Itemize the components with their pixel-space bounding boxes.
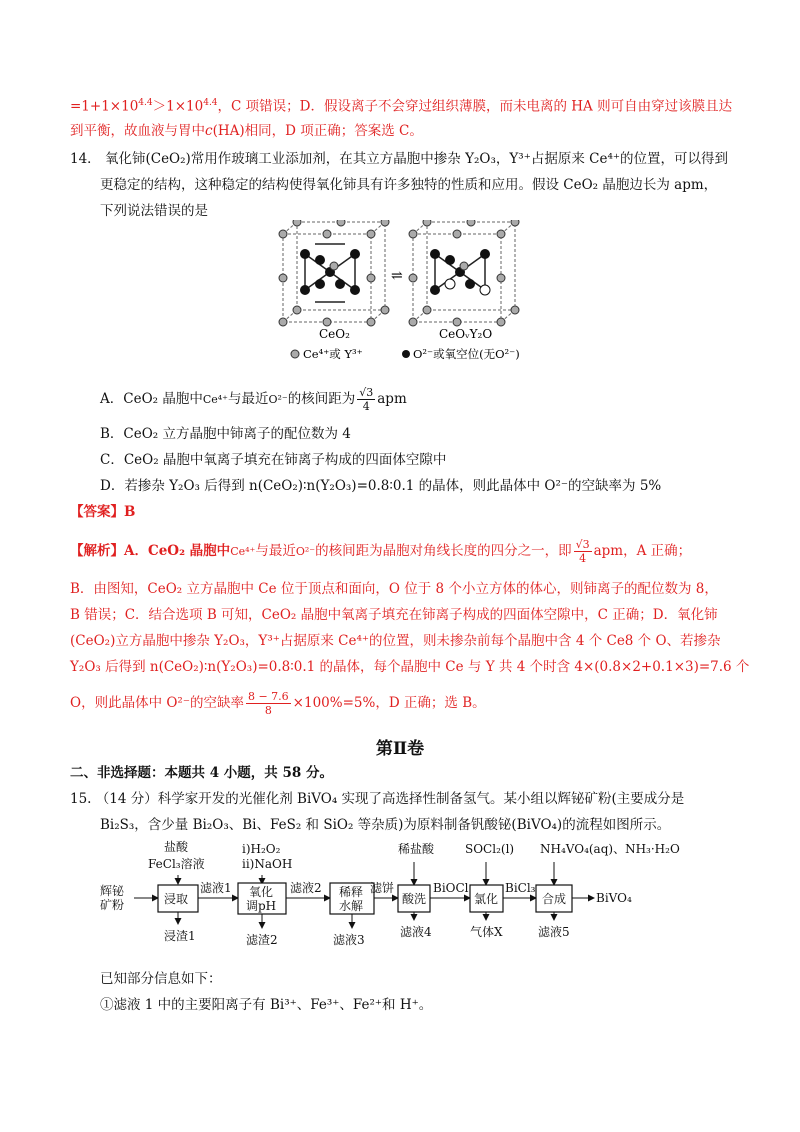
flow-reagent-nh4vo4: NH₄VO₄(aq)、NH₃·H₂O <box>540 842 680 856</box>
flow-reagent-dilute-hcl: 稀盐酸 <box>398 842 435 856</box>
flow-raw-material-2: 矿粉 <box>100 898 125 912</box>
process-flowchart <box>100 840 700 950</box>
ceo2-unit-cell <box>279 220 389 341</box>
q14-stem-line-3: 下列说法错误的是 <box>100 203 208 219</box>
flow-step-oxidize-label-1: 氧化 <box>249 885 274 899</box>
q14-option-d: D．若掺杂 Y₂O₃ 后得到 n(CeO₂)∶n(Y₂O₃)=0.8∶0.1 的晶体，则此晶体中 O²⁻的空缺率为 5% <box>100 478 662 494</box>
flow-filter-cake: 滤饼 <box>370 881 395 895</box>
q14-stem-line-1: 14． 氧化铈(CeO₂)常用作玻璃工业添加剂，在其立方晶胞中掺杂 Y₂O₃，Y³⁺占据原来 Ce⁴⁺的位置，可以得到 <box>70 151 728 167</box>
flow-product: BiVO₄ <box>596 891 632 905</box>
flow-output-filtrate4: 滤液4 <box>400 925 432 939</box>
doped-unit-cell <box>409 220 519 341</box>
flow-filtrate2: 滤液2 <box>290 881 322 895</box>
q15-known-info: 已知部分信息如下： <box>100 971 222 987</box>
flow-reagent-hcl: 盐酸 <box>164 840 189 854</box>
cation-legend-label: Ce⁴⁺或 Y³⁺ <box>303 347 363 361</box>
flow-step-chlorinate-label: 氯化 <box>474 892 499 906</box>
q14-explanation-line-2: B．由图知，CeO₂ 立方晶胞中 Ce 位于顶点和面向，O 位于 8 个小立方体的体心，则铈离子的配位数为 8， <box>70 581 718 597</box>
cation-legend-marker <box>291 350 299 358</box>
q14-answer: 【答案】B <box>70 504 136 520</box>
flow-raw-material-1: 辉铋 <box>100 884 125 898</box>
answer-continuation-line-2: 到平衡，故血液与胃中c(HA)相同，D 项正确；答案选 C。 <box>70 123 423 139</box>
answer-continuation-line-1: $=1+1\times 10^{4.4}>1\times 10^{4.4}$，C 项错误；D．假设离子不会穿过组织薄膜，而未电离的 HA 则可自由穿过该膜且达 <box>70 98 733 115</box>
flow-step-acid-wash-label: 酸洗 <box>402 892 427 906</box>
doped-label: CeOᵥY₂O <box>439 327 493 341</box>
q14-option-b: B．CeO₂ 立方晶胞中铈离子的配位数为 4 <box>100 426 351 442</box>
q14-option-c: C．CeO₂ 晶胞中氧离子填充在铈离子构成的四面体空隙中 <box>100 452 447 468</box>
flow-step-hydrolysis-label-2: 水解 <box>339 899 364 913</box>
flow-reagent-naoh: ii)NaOH <box>242 857 293 871</box>
flow-step-oxidize-label-2: 调pH <box>246 899 277 913</box>
q14-explanation-line-6: O，则此晶体中 O²⁻的空缺率 $\frac{8 - 7.6}{8}$ ×100%=5%，D 正确；选 B。 <box>70 690 486 717</box>
flow-step-hydrolysis-label-1: 稀释 <box>339 885 364 899</box>
flow-step-leach-label: 浸取 <box>164 892 189 906</box>
flow-output-filtrate3: 滤液3 <box>333 933 365 947</box>
flow-output-filtrate5: 滤液5 <box>538 925 570 939</box>
flow-bicl3: BiCl₃ <box>505 881 536 895</box>
flow-reagent-h2o2: i)H₂O₂ <box>242 842 281 856</box>
q14-explanation-line-4: (CeO₂)立方晶胞中掺杂 Y₂O₃，Y³⁺占据原来 Ce⁴⁺的位置，则未掺杂前每个晶胞中含 4 个 Ce8 个 O、若掺杂 <box>70 633 721 649</box>
q14-option-a: A．CeO₂ 晶胞中Ce⁴⁺与最近O²⁻的核间距为 $\frac{√3}{4}$ apm <box>100 386 407 413</box>
q15-stem-line-1: 15. （14 分）科学家开发的光催化剂 BiVO₄ 实现了高选择性制备氢气。某小组以辉铋矿粉(主要成分是 <box>70 791 685 807</box>
equilibrium-arrow-icon: ⇌ <box>391 268 403 284</box>
flow-output-residue1: 浸渣1 <box>164 929 196 943</box>
ceo2-label: CeO₂ <box>319 327 350 341</box>
flow-step-synthesis-label: 合成 <box>542 892 567 906</box>
q14-stem-line-2: 更稳定的结构，这种稳定的结构使得氧化铈具有许多独特的性质和应用。假设 CeO₂ 晶胞边长为 apm， <box>100 177 718 193</box>
flow-reagent-fecl3: FeCl₃溶液 <box>148 857 205 871</box>
flow-biocl: BiOCl <box>433 881 469 895</box>
anion-legend-label: O²⁻或氧空位(无O²⁻) <box>413 347 520 361</box>
flow-reagent-socl2: SOCl₂(l) <box>465 842 515 856</box>
q15-info-1: ①滤液 1 中的主要阳离子有 Bi³⁺、Fe³⁺、Fe²⁺和 H⁺。 <box>100 997 433 1013</box>
crystal-structure-figure <box>275 220 535 365</box>
section-heading: 二、非选择题：本题共 4 小题，共 58 分。 <box>70 765 333 781</box>
anion-legend-marker <box>402 350 410 358</box>
flow-filtrate1: 滤液1 <box>200 881 232 895</box>
q14-explanation-line-1: 【解析】A．CeO₂ 晶胞中Ce⁴⁺与最近O²⁻的核间距为晶胞对角线长度的四分之一，即 $\frac{√3}{4}$ apm，A 正确； <box>70 538 692 565</box>
flow-output-gas-x: 气体X <box>470 925 503 939</box>
q14-explanation-line-5: Y₂O₃ 后得到 n(CeO₂)∶n(Y₂O₃)=0.8∶0.1 的晶体，每个晶胞中 Ce 与 Y 共 4 个时含 4×(0.8×2+0.1×3)=7.6 个 <box>70 659 750 675</box>
section-title: 第Ⅱ卷 <box>375 739 425 759</box>
flow-output-residue2: 滤渣2 <box>246 933 278 947</box>
q15-stem-line-2: Bi₂S₃，含少量 Bi₂O₃、Bi、FeS₂ 和 SiO₂ 等杂质)为原料制备钒酸铋(BiVO₄)的流程如图所示。 <box>100 817 671 833</box>
q14-explanation-line-3: B 错误；C．结合选项 B 可知，CeO₂ 晶胞中氧离子填充在铈离子构成的四面体空隙中，C 正确；D．氧化铈 <box>70 607 718 623</box>
